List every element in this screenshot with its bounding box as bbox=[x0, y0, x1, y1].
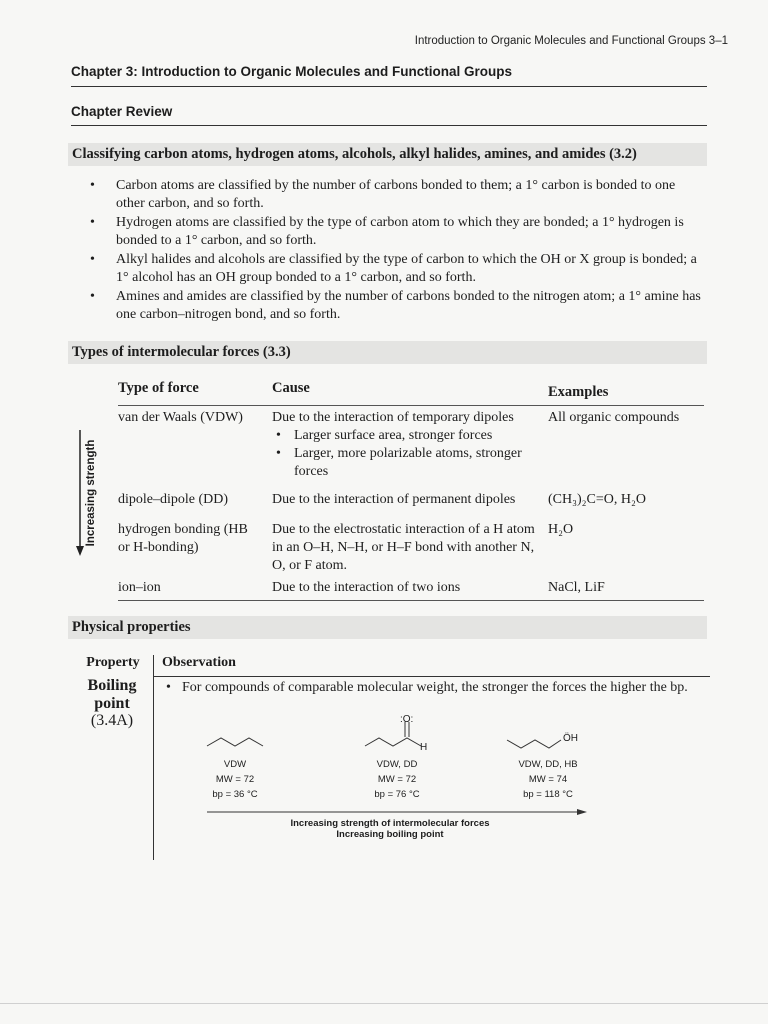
molecule-forces: VDW, DD, HB bbox=[518, 759, 578, 770]
arrow-caption bbox=[260, 818, 520, 840]
header-property: Property bbox=[86, 655, 140, 670]
molecule-mw: MW = 72 bbox=[377, 774, 417, 785]
force-examples: All organic compounds bbox=[548, 410, 680, 425]
property-reference: (3.4A) bbox=[90, 712, 134, 729]
list-item: • Amines and amides are classified by the number of carbons bonded to the nitrogen atom; a 1° amine has one carbon–nitrogen bond, and so forth. bbox=[90, 288, 702, 324]
force-examples: (CH₃)₂C=O, H₂O bbox=[548, 492, 646, 507]
molecule-forces: VDW, DD bbox=[376, 759, 418, 770]
force-examples: H₂O bbox=[548, 522, 574, 537]
molecule-butanol-info bbox=[498, 757, 598, 802]
chapter-title: Chapter 3: Introduction to Organic Molecules and Functional Groups bbox=[71, 64, 513, 79]
property-name: Boiling point bbox=[87, 677, 137, 712]
header-observation: Observation bbox=[162, 655, 236, 670]
molecule-mw: MW = 72 bbox=[215, 774, 255, 785]
molecule-butanal-info bbox=[352, 757, 442, 802]
forces-table bbox=[118, 379, 704, 601]
table-row bbox=[118, 481, 704, 509]
section-heading-forces: Types of intermolecular forces (3.3) bbox=[68, 341, 707, 364]
arrow-caption-line: Increasing boiling point bbox=[336, 829, 444, 840]
header-type: Type of force bbox=[118, 380, 199, 396]
molecule-bp: bp = 36 °C bbox=[212, 789, 258, 800]
page-bottom-edge bbox=[0, 1003, 768, 1004]
observation-text: • For compounds of comparable molecular weight, the stronger the forces the higher the bp. bbox=[160, 679, 728, 697]
hydroxyl-label: ÖH bbox=[563, 733, 578, 744]
force-cause: Due to the interaction of two ions bbox=[272, 580, 461, 595]
increasing-arrow-icon bbox=[577, 809, 587, 815]
cause-subpoint: • Larger surface area, stronger forces bbox=[272, 427, 548, 445]
pentane-structure bbox=[207, 738, 263, 746]
force-type: dipole–dipole (DD) bbox=[118, 492, 229, 507]
header-cause: Cause bbox=[272, 380, 310, 396]
carbonyl-oxygen-label: :O: bbox=[400, 714, 414, 725]
table-row bbox=[118, 406, 704, 481]
list-item: • Carbon atoms are classified by the number of carbons bonded to them; a 1° carbon is bonded to one other carbon, and so forth. bbox=[90, 177, 702, 213]
molecule-forces: VDW bbox=[223, 759, 247, 770]
list-item: • Alkyl halides and alcohols are classified by the type of carbon to which the OH or X group is bonded; a 1° alcohol has an OH group bonded to a 1° carbon, and so forth. bbox=[90, 251, 702, 287]
molecule-pentane-info bbox=[190, 757, 280, 802]
arrow-caption-line: Increasing strength of intermolecular forces bbox=[290, 818, 490, 829]
force-cause bbox=[272, 409, 548, 481]
butanal-structure bbox=[365, 738, 421, 746]
force-type: ion–ion bbox=[118, 580, 161, 595]
properties-table bbox=[72, 655, 710, 671]
chapter-review-heading: Chapter Review bbox=[71, 104, 173, 119]
cause-subpoint: • Larger, more polarizable atoms, stronger forces bbox=[272, 445, 548, 481]
molecule-bp: bp = 76 °C bbox=[374, 789, 420, 800]
butanol-structure bbox=[507, 740, 561, 748]
section-heading-classifying: Classifying carbon atoms, hydrogen atoms, alcohols, alkyl halides, amines, and amides (3.2) bbox=[68, 143, 707, 166]
molecule-bp: bp = 118 °C bbox=[523, 789, 573, 800]
aldehyde-hydrogen-label: H bbox=[420, 742, 428, 753]
title-rule bbox=[71, 86, 707, 87]
classification-list bbox=[90, 177, 702, 325]
running-head: Introduction to Organic Molecules and Functional Groups 3–1 bbox=[414, 35, 728, 47]
force-cause: Due to the electrostatic interaction of a H atom in an O–H, N–H, or H–F bond with another N, O, or F atom. bbox=[272, 522, 535, 573]
header-rule bbox=[153, 676, 710, 677]
force-type: van der Waals (VDW) bbox=[118, 410, 243, 425]
header-examples: Examples bbox=[548, 384, 609, 400]
molecule-mw: MW = 74 bbox=[528, 774, 568, 785]
increasing-strength-label bbox=[82, 428, 100, 558]
table-row bbox=[118, 575, 704, 601]
list-item: • Hydrogen atoms are classified by the type of carbon atom to which they are bonded; a 1° hydrogen is bonded to a 1° carbon, and so forth. bbox=[90, 214, 702, 250]
column-divider bbox=[153, 655, 154, 860]
section-heading-physical-properties: Physical properties bbox=[68, 616, 707, 639]
properties-header bbox=[72, 655, 710, 671]
strength-label-text: Increasing strength bbox=[85, 439, 97, 547]
force-examples: NaCl, LiF bbox=[548, 580, 605, 595]
table-header bbox=[118, 379, 704, 406]
review-rule bbox=[71, 125, 707, 126]
table-row bbox=[118, 509, 704, 575]
cause-text: Due to the interaction of temporary dipoles bbox=[272, 410, 514, 425]
force-cause: Due to the interaction of permanent dipoles bbox=[272, 492, 516, 507]
force-type: hydrogen bonding (HB or H-bonding) bbox=[118, 522, 248, 555]
